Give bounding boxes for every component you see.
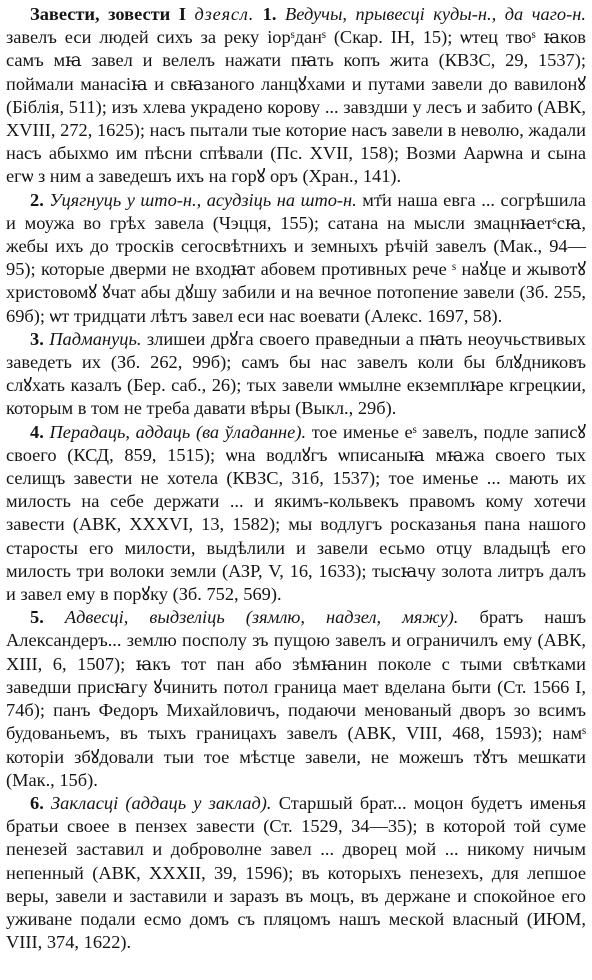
sense-citations: завелъ еси людей сихъ за реку іорˢданˢ (Скар. ІН, 15); ѡтец твоˢ ꙗков самъ мꙗ завел и велелъ нажати пꙗть копъ жита (КВЗС, 29, 1537); поймали манасіꙗ и свꙗзаного ланцꙋхами и путами завели до вавилонꙋ (Біблія, 511); изъ хлева украдено корову ... завздши у лесъ и забито (АВК, XVIII, 272, 1625); насъ пытали тые которие насъ завели в неволю, жадали насъ абыхмо им пѣсни спѣвали (Пс. XVII, 158); Возми Аарѡна и сына егѡ з ним а заведешъ ихъ на горꙋ оръ (Хран., 141). [6,27,586,187]
entry-sense-4 [6,421,586,607]
sense-citations: братъ нашъ Александеръ... землю посполу зъ пущою завелъ и ограничилъ ему (АВК, XIII, 6, 1507); ꙗкъ тот пан або зѣмꙗнин поколе с тыми свѣтками заведши присꙗгу ꙋчинить потол граница мает вделана быти (Ст. 1566 I, 74б); панъ Федоръ Михайловичъ, подаючи менованый дворъ зо всимъ будованьемъ, въ тыхъ границахъ завелъ (АВК, VIII, 468, 1593); намˢ которіи збꙋдовали тыи тое мѣстце завели, не можешъ тꙋтъ мешкати (Мак., 15б). [6,607,586,790]
sense-number: 1. [262,4,277,24]
sense-definition: Падмануць. [49,328,142,349]
sense-citations: Старшый брат... моцон будетъ именья братьи своее в пензех завести (Ст. 1529, 34—35); в которой той суме пенезей заставил и доброволне завел ... дворец мой ... никому ничым непенный (АВК, XXXII, 39, 1596); въ которыхъ пенезехъ, для лепшое веры, завели и заставили и заразъ въ моцъ, въ держане и спокойное его уживане подали есмо домъ съ пляцомъ нашъ меской власный (ИЮМ, VIII, 374, 1622). [6,792,586,953]
sense-definition: Ведучы, прывесці куды-н., да чаго-н. [285,4,586,24]
sense-definition: Закласці (аддаць у заклад). [51,792,272,813]
sense-number: 3. [30,328,44,349]
entry-headword: Завести, зовести [30,4,171,24]
sense-number: 5. [30,607,44,628]
sense-citations: злишеи дрꙋга своего праведныи а пꙗть неоучьствивых заведеть их (Зб. 262, 99б); самъ бы нас завелъ коли бы блꙋдниковъ слꙋхать казалъ (Бер. саб., 26); тых завели ѡмылне екземплꙗре кгрецкии, которым в том не треба давати вѣры (Выкл., 29б). [6,328,586,419]
entry-sense-2 [6,189,586,328]
sense-definition: Адвесці, выдзеліць (зямлю, надзел, мяжу). [64,607,459,628]
entry-sense-5 [6,606,586,792]
sense-citations: тое именье еˢ завелъ, подле записꙋ своего (КСД, 859, 1515); ѡна водлꙋгъ ѡписаныꙗ мꙗжа своего тых селищъ завести не хотела (КВЗС, 31б, 1537); тое именье ... мають их милость на себе держати ... и якимъ-кольвекъ правомъ кому хотечи завести (АВК, XXXVI, 13, 1582); мы водлугъ росказанья пана нашого старосты его милости, выдѣлили и завели есьмо отцу владыцѣ его милость три волоки земли (АЗР, V, 16, 1633); тысꙗчу золота литръ далъ и завел ему в порꙋку (Зб. 752, 569). [6,421,586,605]
sense-definition: Уцягнуць у што-н., асудзіць на што-н. [49,189,357,210]
entry-sense-3 [6,328,586,421]
entry-sense-6 [6,792,586,954]
sense-citations: мт҃и наша евга ... согрѣшила и моужа во грѣх завела (Чэцця, 155); сатана на мысли змацнꙗетˢсꙗ, жебы ихъ до тросків сегосвѣтнихъ и земныхъ рѣчій завелъ (Мак., 94—95); которые дверми не входꙗт абовем противных рече ˢ наꙋце и жывотꙋ христовомꙋ ꙋчат абы дꙋшу забили и на вечное потопение завели (Зб. 255, 69б); ѡт тридцати лѣтъ завел еси нас воевати (Алекс. 1697, 58). [6,189,586,326]
entry-homonym-number: I [178,4,186,24]
sense-number: 2. [30,189,44,210]
sense-definition: Перадаць, аддаць (ва ўладанне). [49,421,307,442]
sense-number: 4. [30,421,44,442]
sense-number: 6. [30,792,44,813]
entry-sense-1 [6,3,586,189]
entry-grammar: дзеясл. [194,4,255,24]
